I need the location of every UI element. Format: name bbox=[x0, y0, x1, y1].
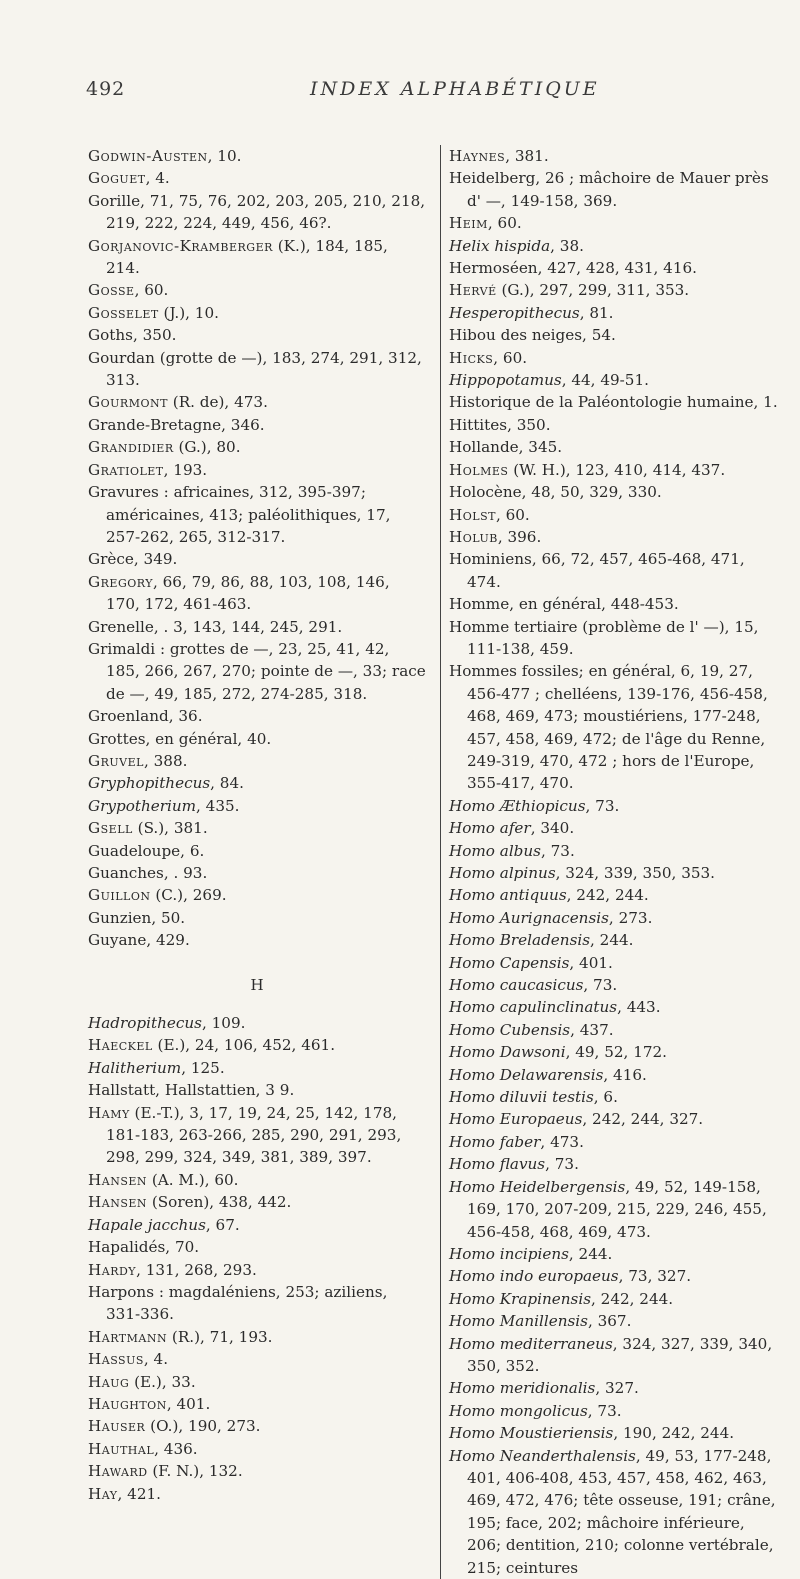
entry-term: Gosselet bbox=[88, 303, 159, 322]
index-entry bbox=[449, 1131, 782, 1153]
entry-references: (R. de), 473. bbox=[167, 393, 268, 412]
entry-term: Hervé bbox=[449, 281, 497, 300]
index-entry bbox=[88, 190, 426, 235]
entry-references: , 131, 268, 293. bbox=[136, 1260, 257, 1279]
index-entry bbox=[449, 616, 782, 661]
entry-references: , 71, 75, 76, 202, 203, 205, 210, 218, 219, 222, 224, 449, 456, 46?. bbox=[106, 191, 426, 233]
entry-term: Harpons bbox=[88, 1282, 155, 1301]
entry-references: , 473. bbox=[540, 1132, 584, 1151]
index-column-left bbox=[88, 145, 426, 1505]
index-entry bbox=[88, 1079, 426, 1101]
index-section-h bbox=[88, 1012, 426, 1505]
entry-term: Hicks bbox=[449, 348, 494, 367]
index-entry bbox=[88, 817, 426, 839]
index-entry bbox=[449, 279, 782, 301]
index-entry bbox=[88, 347, 426, 392]
index-entry bbox=[88, 862, 426, 884]
entry-term: Homo Cubensis bbox=[449, 1020, 571, 1039]
entry-references: , 244. bbox=[568, 1244, 613, 1263]
entry-references: , 66, 79, 86, 88, 103, 108, 146, 170, 172, 461-463. bbox=[106, 572, 390, 614]
entry-references: , 10. bbox=[207, 147, 242, 165]
index-entry bbox=[449, 1400, 782, 1422]
index-entry bbox=[449, 1064, 782, 1086]
entry-term: Homo Dawsoni bbox=[449, 1043, 566, 1062]
entry-references: , 66, 72, 457, 465-468, 471, 474. bbox=[467, 550, 745, 591]
entry-references: , 67. bbox=[205, 1215, 240, 1234]
entry-term: Hibou des neiges bbox=[449, 326, 583, 345]
index-entry bbox=[88, 772, 426, 794]
entry-term: Gsell bbox=[88, 819, 133, 838]
index-entry bbox=[88, 1460, 426, 1482]
entry-term: Homo Moustieriensis bbox=[449, 1424, 614, 1443]
index-entry bbox=[449, 1176, 782, 1243]
entry-term: Gunzien bbox=[88, 908, 152, 927]
entry-references: (R.), 71, 193. bbox=[167, 1327, 273, 1346]
entry-term: Hamy bbox=[88, 1103, 130, 1122]
entry-term: Grottes bbox=[88, 729, 146, 748]
entry-term: Gruvel bbox=[88, 751, 144, 770]
entry-references: , 345. bbox=[518, 438, 563, 457]
entry-references: (grotte de —), 183, 274, 291, 312, 313. bbox=[106, 348, 422, 390]
entry-references: , 324, 339, 350, 353. bbox=[555, 864, 716, 882]
entry-references: , 6. bbox=[593, 1088, 618, 1107]
entry-references: (A. M.), 60. bbox=[147, 1170, 239, 1189]
entry-references: , 49, 53, 177-248, 401, 406-408, 453, 457, 458, 462, 463, 469, 472, 476; tête osseuse, 191; crâne, 195; face, 202; mâchoire inférieure, 206; dentition, 210; colonne vertébrale, 215; ceintures bbox=[467, 1446, 776, 1577]
index-entry bbox=[449, 1108, 782, 1130]
entry-term: Homo Krapinensis bbox=[449, 1289, 591, 1308]
index-entry bbox=[88, 1326, 426, 1348]
entry-references: (E.-T.), 3, 17, 19, 24, 25, 142, 178, 181-183, 263-266, 285, 290, 291, 293, 298, 299, 324, 349, 381, 389, 397. bbox=[106, 1103, 402, 1167]
entry-references: , 273. bbox=[608, 908, 653, 927]
index-section-g bbox=[88, 145, 426, 952]
index-entry bbox=[449, 929, 782, 951]
entry-term: Hallstatt, Hallstattien bbox=[88, 1081, 256, 1100]
entry-term: Homo Capensis bbox=[449, 953, 570, 972]
index-entry bbox=[88, 638, 426, 705]
entry-references: , 73. bbox=[583, 976, 618, 995]
index-entry bbox=[449, 548, 782, 593]
entry-references: (W. H.), 123, 410, 414, 437. bbox=[508, 460, 726, 479]
entry-term: Grèce bbox=[88, 550, 134, 569]
entry-references: (S.), 381. bbox=[132, 819, 208, 838]
index-entry bbox=[449, 481, 782, 503]
entry-references: , 4. bbox=[145, 169, 170, 188]
entry-term: Homo Neanderthalensis bbox=[449, 1446, 636, 1465]
entry-term: Hansen bbox=[88, 1193, 148, 1212]
index-column-right bbox=[440, 145, 782, 1579]
entry-term: Grandidier bbox=[88, 438, 174, 457]
index-entry bbox=[88, 1393, 426, 1415]
page-header bbox=[86, 78, 746, 108]
entry-term: Homo indo europaeus bbox=[449, 1267, 619, 1286]
entry-term: Hadropithecus bbox=[88, 1014, 202, 1033]
index-entry bbox=[88, 1438, 426, 1460]
entry-references: , 73. bbox=[585, 796, 620, 815]
entry-term: Hommes fossiles bbox=[449, 662, 579, 681]
index-entry bbox=[88, 391, 426, 413]
entry-term: Groenland bbox=[88, 707, 169, 726]
index-entry bbox=[88, 929, 426, 951]
entry-term: Helix hispida bbox=[449, 236, 551, 255]
entry-references: (problème de l' —), 15, 111-138, 459. bbox=[467, 617, 759, 658]
entry-references: , 435. bbox=[196, 796, 240, 815]
entry-references: : grottes de —, 23, 25, 41, 42, 185, 266, 267, 270; pointe de —, 33; race de —, 49, 185, 272, 274-285, 318. bbox=[106, 639, 426, 703]
index-entry bbox=[88, 1348, 426, 1370]
entry-references: , 350. bbox=[132, 326, 177, 345]
entry-references: (Soren), 438, 442. bbox=[147, 1193, 292, 1212]
index-entry bbox=[449, 1086, 782, 1108]
entry-references: , 242, 244. bbox=[591, 1289, 674, 1308]
index-entry bbox=[449, 324, 782, 346]
entry-term: Heim bbox=[449, 214, 488, 233]
entry-term: Homo flavus bbox=[449, 1155, 546, 1174]
entry-term: Gorille bbox=[88, 191, 141, 210]
index-entry bbox=[88, 1057, 426, 1079]
entry-term: Godwin-Austen bbox=[88, 147, 208, 165]
index-entry bbox=[88, 1102, 426, 1169]
entry-references: , 401. bbox=[166, 1394, 211, 1413]
entry-references: , 349. bbox=[133, 550, 178, 569]
index-entry bbox=[449, 862, 782, 884]
entry-references: (E.), 33. bbox=[129, 1372, 196, 1391]
entry-references: , 242, 244. bbox=[566, 886, 649, 905]
index-entry bbox=[449, 347, 782, 369]
index-entry bbox=[88, 279, 426, 301]
entry-term: Hay bbox=[88, 1484, 118, 1503]
index-entry bbox=[88, 750, 426, 772]
entry-term: Grimaldi bbox=[88, 639, 156, 658]
entry-references: (G.), 297, 299, 311, 353. bbox=[496, 281, 690, 300]
entry-term: Hartmann bbox=[88, 1327, 168, 1346]
entry-term: Haughton bbox=[88, 1394, 167, 1413]
entry-references: , 401. bbox=[569, 953, 613, 972]
index-entry bbox=[449, 1265, 782, 1287]
entry-term: Homo Delawarensis bbox=[449, 1065, 604, 1084]
index-entry bbox=[449, 1377, 782, 1399]
entry-term: Homo capulinclinatus bbox=[449, 998, 618, 1017]
entry-references: , 81. bbox=[579, 303, 614, 322]
entry-term: Gosse bbox=[88, 281, 135, 300]
index-entry bbox=[88, 414, 426, 436]
entry-references: , en général, 448-453. bbox=[509, 595, 679, 614]
entry-references: , 6. bbox=[180, 841, 205, 860]
entry-term: Holub bbox=[449, 527, 498, 546]
index-entry bbox=[449, 660, 782, 794]
entry-references: : africaines, 312, 395-397; américaines, 413; paléolithiques, 17, 257-262, 265, 312-317. bbox=[106, 483, 391, 546]
entry-references: , 73. bbox=[587, 1401, 622, 1420]
entry-references: , 109. bbox=[201, 1014, 246, 1033]
index-entry bbox=[449, 369, 782, 391]
index-entry bbox=[449, 817, 782, 839]
entry-term: Hesperopithecus bbox=[449, 303, 580, 322]
entry-references: , 340. bbox=[530, 819, 575, 838]
entry-term: Homo mediterraneus bbox=[449, 1334, 613, 1353]
index-entry bbox=[449, 952, 782, 974]
entry-term: Homo caucasicus bbox=[449, 976, 584, 995]
entry-references: (J.), 10. bbox=[158, 303, 219, 322]
entry-term: Homo afer bbox=[449, 819, 531, 838]
entry-references: , 396. bbox=[497, 527, 542, 546]
index-entry bbox=[449, 1019, 782, 1041]
entry-term: Grande-Bretagne bbox=[88, 415, 222, 434]
index-entry bbox=[88, 1259, 426, 1281]
entry-references: , . 93. bbox=[163, 864, 208, 882]
index-entry bbox=[449, 1445, 782, 1579]
entry-references: , 437. bbox=[570, 1020, 614, 1039]
entry-term: Holocène bbox=[449, 483, 522, 502]
entry-references: , 416. bbox=[603, 1065, 647, 1084]
index-entry bbox=[449, 1041, 782, 1063]
entry-term: Homo meridionalis bbox=[449, 1379, 596, 1398]
entry-references: ; en général, 6, 19, 27, 456-477 ; chelléens, 139-176, 456-458, 468, 469, 473; moustiériens, 177-248, 457, 458, 469, 472; de l'âge du Renne, 249-319, 470, 472 ; hors de l'Europe, 355-417, 470. bbox=[467, 662, 768, 793]
entry-references: , 60. bbox=[493, 348, 528, 367]
index-entry bbox=[88, 436, 426, 458]
entry-references: (F. N.), 132. bbox=[147, 1462, 243, 1481]
index-entry bbox=[88, 907, 426, 929]
entry-term: Hauser bbox=[88, 1417, 146, 1436]
index-entry bbox=[449, 1288, 782, 1310]
entry-references: , 49, 52, 172. bbox=[565, 1043, 668, 1062]
entry-references: (E.), 24, 106, 452, 461. bbox=[152, 1036, 336, 1055]
entry-term: Gratiolet bbox=[88, 460, 164, 479]
index-entry bbox=[88, 1281, 426, 1326]
index-entry bbox=[449, 235, 782, 257]
index-entry bbox=[449, 907, 782, 929]
entry-term: Holmes bbox=[449, 460, 509, 479]
index-entry bbox=[88, 1034, 426, 1056]
index-entry bbox=[449, 1243, 782, 1265]
index-entry bbox=[449, 167, 782, 212]
entry-references: , 4. bbox=[143, 1350, 169, 1369]
entry-term: Haward bbox=[88, 1462, 148, 1481]
entry-term: Heidelberg bbox=[449, 169, 536, 188]
entry-references: , 38. bbox=[550, 236, 584, 255]
entry-references: , 350. bbox=[507, 415, 551, 434]
entry-term: Homo antiquus bbox=[449, 886, 567, 905]
entry-term: Guillon bbox=[88, 886, 151, 905]
entry-references: : magdaléniens, 253; aziliens, 331-336. bbox=[106, 1282, 388, 1324]
entry-references: , 54. bbox=[582, 326, 616, 345]
entry-term: Homo alpinus bbox=[449, 864, 556, 882]
entry-term: Homo mongolicus bbox=[449, 1401, 588, 1420]
entry-term: Hapalidés bbox=[88, 1238, 166, 1257]
entry-references: , 84. bbox=[210, 774, 244, 793]
index-entry bbox=[88, 324, 426, 346]
index-entry bbox=[449, 884, 782, 906]
entry-references: , en général, 40. bbox=[145, 729, 272, 748]
entry-references: , 73. bbox=[545, 1155, 579, 1174]
entry-references: , 193. bbox=[163, 460, 208, 479]
entry-term: Gourmont bbox=[88, 393, 168, 412]
index-entry bbox=[449, 145, 782, 167]
entry-term: Homo Aurignacensis bbox=[449, 908, 609, 927]
index-entry bbox=[88, 616, 426, 638]
entry-term: Halitherium bbox=[88, 1058, 182, 1077]
entry-term: Hansen bbox=[88, 1170, 148, 1189]
entry-term: Guanches bbox=[88, 864, 164, 882]
entry-term: Hittites bbox=[449, 415, 508, 434]
entry-references: , 388. bbox=[143, 751, 188, 770]
entry-references: (O.), 190, 273. bbox=[145, 1417, 261, 1436]
entry-term: Haeckel bbox=[88, 1036, 153, 1055]
entry-references: , 36. bbox=[168, 707, 203, 726]
index-entry bbox=[449, 840, 782, 862]
entry-term: Homo faber bbox=[449, 1132, 541, 1151]
entry-references: , 367. bbox=[587, 1312, 632, 1331]
index-entry bbox=[449, 257, 782, 279]
entry-references: , 48, 50, 329, 330. bbox=[521, 483, 662, 502]
index-entry bbox=[88, 884, 426, 906]
index-entry bbox=[88, 1236, 426, 1258]
entry-references: , 324, 327, 339, 340, 350, 352. bbox=[467, 1334, 773, 1375]
index-entry bbox=[88, 795, 426, 817]
index-entry bbox=[88, 1191, 426, 1213]
entry-references: , 3 9. bbox=[255, 1081, 295, 1100]
entry-references: , 50. bbox=[151, 908, 186, 927]
entry-term: Hermoséen bbox=[449, 259, 538, 278]
index-entry bbox=[88, 1169, 426, 1191]
entry-term: Homo Æthiopicus bbox=[449, 796, 586, 815]
entry-term: Homo albus bbox=[449, 841, 541, 860]
entry-references: (K.), 184, 185, 214. bbox=[106, 236, 388, 278]
entry-term: Hollande bbox=[449, 438, 519, 457]
entry-references: (C.), 269. bbox=[150, 886, 227, 905]
entry-references: , 429. bbox=[146, 931, 190, 950]
letter-heading-h: H bbox=[250, 975, 264, 994]
entry-references: , 70. bbox=[165, 1238, 200, 1257]
entry-term: Guyane bbox=[88, 931, 147, 950]
index-entry bbox=[449, 526, 782, 548]
entry-references: , 244. bbox=[590, 931, 634, 950]
entry-term: Hippopotamus bbox=[449, 371, 562, 390]
entry-references: , 443. bbox=[617, 998, 661, 1017]
entry-references: , 49, 52, 149-158, 169, 170, 207-209, 215, 229, 246, 455, 456-458, 468, 469, 473. bbox=[467, 1177, 767, 1241]
index-entry bbox=[88, 571, 426, 616]
index-entry bbox=[88, 1214, 426, 1236]
entry-references: , 1. bbox=[753, 393, 778, 412]
entry-term: Grenelle bbox=[88, 617, 154, 636]
entry-term: Haynes bbox=[449, 147, 506, 165]
index-entry bbox=[449, 1310, 782, 1332]
index-entry bbox=[88, 1483, 426, 1505]
entry-term: Gorjanovic-Kramberger bbox=[88, 236, 273, 255]
index-entry bbox=[449, 436, 782, 458]
index-entry bbox=[449, 414, 782, 436]
entry-term: Haug bbox=[88, 1372, 130, 1391]
entry-references: , 421. bbox=[117, 1484, 161, 1503]
entry-term: Hardy bbox=[88, 1260, 137, 1279]
entry-references: , 73. bbox=[540, 841, 575, 860]
index-entry bbox=[449, 996, 782, 1018]
index-entry bbox=[449, 1422, 782, 1444]
entry-term: Homo Manillensis bbox=[449, 1312, 588, 1331]
index-entry bbox=[88, 1012, 426, 1034]
index-entry bbox=[88, 1371, 426, 1393]
index-entry bbox=[88, 145, 426, 167]
index-entry bbox=[88, 235, 426, 280]
entry-term: Gourdan bbox=[88, 348, 155, 367]
entry-references: , 427, 428, 431, 416. bbox=[537, 259, 697, 278]
entry-term: Gregory bbox=[88, 572, 153, 591]
entry-term: Grypotherium bbox=[88, 796, 197, 815]
index-entry bbox=[449, 974, 782, 996]
index-entry bbox=[449, 504, 782, 526]
index-entry bbox=[449, 302, 782, 324]
index-entry bbox=[88, 167, 426, 189]
index-entry bbox=[449, 1153, 782, 1175]
entry-term: Homo Breladensis bbox=[449, 931, 591, 950]
entry-term: Gryphopithecus bbox=[88, 774, 211, 793]
entry-term: Holst bbox=[449, 505, 496, 524]
entry-term: Hassus bbox=[88, 1350, 144, 1369]
entry-references: , 60. bbox=[134, 281, 169, 300]
index-entry bbox=[88, 548, 426, 570]
index-entry bbox=[449, 1333, 782, 1378]
entry-references: , 346. bbox=[221, 415, 265, 434]
index-entry bbox=[88, 459, 426, 481]
entry-term: Hominiens bbox=[449, 550, 532, 569]
entry-term: Hauthal bbox=[88, 1439, 155, 1458]
index-entry bbox=[449, 391, 782, 413]
index-entry bbox=[88, 1415, 426, 1437]
entry-references: , 125. bbox=[181, 1058, 225, 1077]
entry-references: , 190, 242, 244. bbox=[613, 1424, 735, 1443]
entry-references: , 60. bbox=[487, 214, 522, 233]
index-entry bbox=[449, 593, 782, 615]
entry-term: Gravures bbox=[88, 483, 159, 502]
index-entry bbox=[449, 212, 782, 234]
entry-term: Homo Heidelbergensis bbox=[449, 1177, 626, 1196]
index-entry bbox=[88, 481, 426, 548]
entry-references: , 26 ; mâchoire de Mauer près d' —, 149-158, 369. bbox=[467, 169, 769, 210]
entry-references: , 327. bbox=[595, 1379, 639, 1398]
entry-references: , 60. bbox=[495, 505, 530, 524]
entry-references: , 44, 49-51. bbox=[561, 371, 649, 390]
entry-references: , 381. bbox=[505, 147, 549, 165]
entry-term: Homme bbox=[449, 595, 510, 614]
entry-term: Homo Europaeus bbox=[449, 1110, 583, 1129]
index-entry bbox=[449, 459, 782, 481]
entry-term: Goguet bbox=[88, 169, 146, 188]
page-number: 492 bbox=[86, 78, 126, 100]
index-entry bbox=[88, 302, 426, 324]
entry-references: , . 3, 143, 144, 245, 291. bbox=[153, 617, 343, 636]
entry-term: Goths bbox=[88, 326, 133, 345]
entry-term: Hapale jacchus bbox=[88, 1215, 206, 1234]
entry-term: Homo diluvii testis bbox=[449, 1088, 594, 1107]
running-title: INDEX ALPHABÉTIQUE bbox=[310, 78, 600, 100]
index-entry bbox=[88, 728, 426, 750]
index-entry bbox=[449, 795, 782, 817]
entry-references: (G.), 80. bbox=[173, 438, 241, 457]
entry-term: Historique de la Paléontologie humaine bbox=[449, 393, 754, 412]
entry-references: , 436. bbox=[154, 1439, 198, 1458]
index-entry bbox=[88, 840, 426, 862]
entry-term: Guadeloupe bbox=[88, 841, 181, 860]
entry-term: Homo incipiens bbox=[449, 1244, 569, 1263]
index-entry bbox=[88, 705, 426, 727]
index-section-right bbox=[449, 145, 782, 1579]
entry-term: Homme tertiaire bbox=[449, 617, 578, 636]
entry-references: , 73, 327. bbox=[618, 1267, 692, 1286]
entry-references: , 242, 244, 327. bbox=[582, 1110, 704, 1129]
